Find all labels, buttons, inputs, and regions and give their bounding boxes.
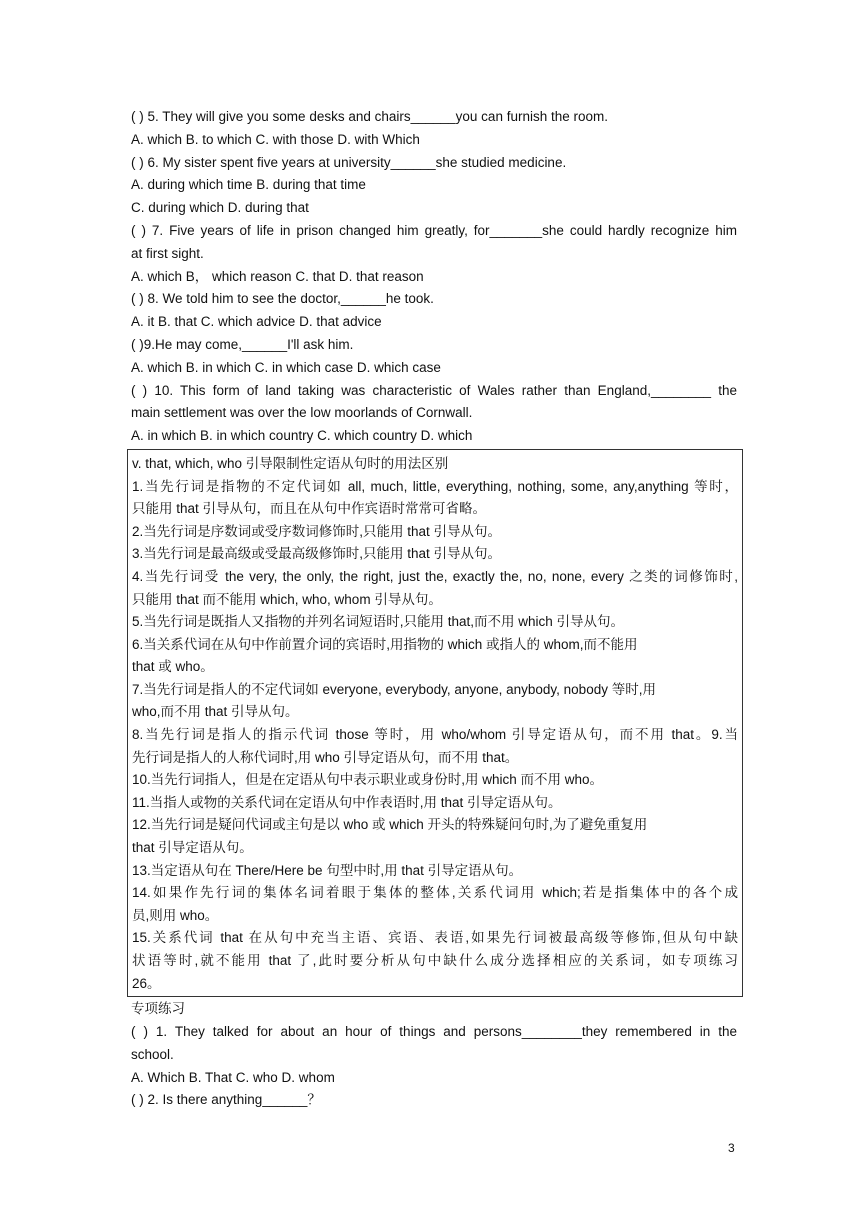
question-item <box>131 174 737 197</box>
question-item <box>131 425 737 448</box>
rule-line: 26。 <box>132 975 161 991</box>
question-item-line: ( ) 8. We told him to see the doctor,______he took. <box>131 291 434 307</box>
question-item-line: main settlement was over the low moorlands of Cornwall. <box>131 405 473 421</box>
question-item-line: ( ) 7. Five years of life in prison changed him greatly, for_______she could hardly recognize him <box>131 222 737 238</box>
rule-line: 只能用 that 引导从句，而且在从句中作宾语时常常可省略。 <box>132 501 487 517</box>
question-item-line: at first sight. <box>131 245 204 261</box>
rule-line: 先行词是指人的人称代词时,用 who 引导定语从句，而不用 that。 <box>132 749 519 765</box>
rule-line: 12.当先行词是疑问代词或主句是以 who 或 which 开头的特殊疑问句时,为了避免重复用 <box>132 817 648 833</box>
rule-line: 15.关系代词 that 在从句中充当主语、宾语、表语,如果先行词被最高级等修饰,但从句中缺 <box>132 930 738 946</box>
rule-line: 10.当先行词指人，但是在定语从句中表示职业或身份时,用 which 而不用 who。 <box>132 772 604 788</box>
question-item <box>131 197 737 220</box>
page-number: 3 <box>728 1141 735 1155</box>
rule-line: 状语等时,就不能用 that 了,此时要分析从句中缺什么成分选择相应的关系词，如专项练习 <box>132 953 738 969</box>
question-item <box>131 357 737 380</box>
rules-box <box>127 449 743 997</box>
rule-line: 只能用 that 而不能用 which, who, whom 引导从句。 <box>132 591 442 607</box>
section-title: 专项练习 <box>131 1001 185 1017</box>
practice-item-line: school. <box>131 1046 174 1062</box>
question-item <box>131 380 737 426</box>
question-item <box>131 106 737 129</box>
rule-line: 8.当先行词是指人的指示代词 those 等时，用 who/whom 引导定语从句，而不用 that。9.当 <box>132 727 738 743</box>
question-item <box>131 129 737 152</box>
question-item-line: A. during which time B. during that time <box>131 177 366 193</box>
questions-top <box>131 106 737 448</box>
rule-line: 6.当关系代词在从句中作前置介词的宾语时,用指物的 which 或指人的 whom,而不能用 <box>132 636 638 652</box>
rule-line: 7.当先行词是指人的不定代词如 everyone, everybody, anyone, anybody, nobody 等时,用 <box>132 681 656 697</box>
question-item <box>131 220 737 266</box>
practice-item <box>131 1021 737 1067</box>
rule-line: 员,则用 who。 <box>132 907 219 923</box>
rule-line: that 引导定语从句。 <box>132 840 253 856</box>
rule-line: 3.当先行词是最高级或受最高级修饰时,只能用 that 引导从句。 <box>132 546 502 562</box>
rule-line: 1.当先行词是指物的不定代词如 all, much, little, everything, nothing, some, any,anything 等时， <box>132 478 738 494</box>
question-item <box>131 266 737 289</box>
question-item-line: A. which B， which reason C. that D. that reason <box>131 268 424 284</box>
rule-line: 14.如果作先行词的集体名词着眼于集体的整体,关系代词用 which;若是指集体中的各个成 <box>132 885 738 901</box>
rule-line: who,而不用 that 引导从句。 <box>132 704 299 720</box>
question-item-line: A. which B. in which C. in which case D. which case <box>131 359 441 375</box>
practice-item <box>131 1067 737 1090</box>
question-item-line: A. in which B. in which country C. which country D. which <box>131 428 473 444</box>
rule-line: 11.当指人或物的关系代词在定语从句中作表语时,用 that 引导定语从句。 <box>132 794 562 810</box>
question-item-line: ( )9.He may come,______I'll ask him. <box>131 336 354 352</box>
question-item-line: ( ) 6. My sister spent five years at university______she studied medicine. <box>131 154 567 170</box>
practice-questions <box>131 1021 737 1112</box>
question-item-line: A. it B. that C. which advice D. that advice <box>131 314 382 330</box>
practice-item-line: ( ) 2. Is there anything______？ <box>131 1092 321 1108</box>
rules-heading: v. that, which, who 引导限制性定语从句时的用法区别 <box>132 455 449 471</box>
question-item <box>131 311 737 334</box>
question-item-line: ( ) 5. They will give you some desks and chairs______you can furnish the room. <box>131 109 608 124</box>
rule-line: 2.当先行词是序数词或受序数词修饰时,只能用 that 引导从句。 <box>132 523 502 539</box>
practice-item-line: ( ) 1. They talked for about an hour of things and persons________they remembered in the <box>131 1024 737 1039</box>
rule-line: 4.当先行词受 the very, the only, the right, just the, exactly the, no, none, every 之类的词修饰时, <box>132 568 738 584</box>
page-content <box>131 106 737 1112</box>
practice-item-line: A. Which B. That C. who D. whom <box>131 1069 335 1085</box>
question-item-line: C. during which D. during that <box>131 200 309 216</box>
rule-line: 5.当先行词是既指人又指物的并列名词短语时,只能用 that,而不用 which 引导从句。 <box>132 614 625 630</box>
rule-line: 13.当定语从句在 There/Here be 句型中时,用 that 引导定语从句。 <box>132 862 523 878</box>
question-item <box>131 152 737 175</box>
question-item <box>131 334 737 357</box>
question-item-line: A. which B. to which C. with those D. with Which <box>131 131 420 147</box>
question-item-line: ( ) 10. This form of land taking was characteristic of Wales rather than England,________ the <box>131 382 737 398</box>
question-item <box>131 288 737 311</box>
rule-line: that 或 who。 <box>132 659 214 675</box>
practice-item <box>131 1089 737 1112</box>
